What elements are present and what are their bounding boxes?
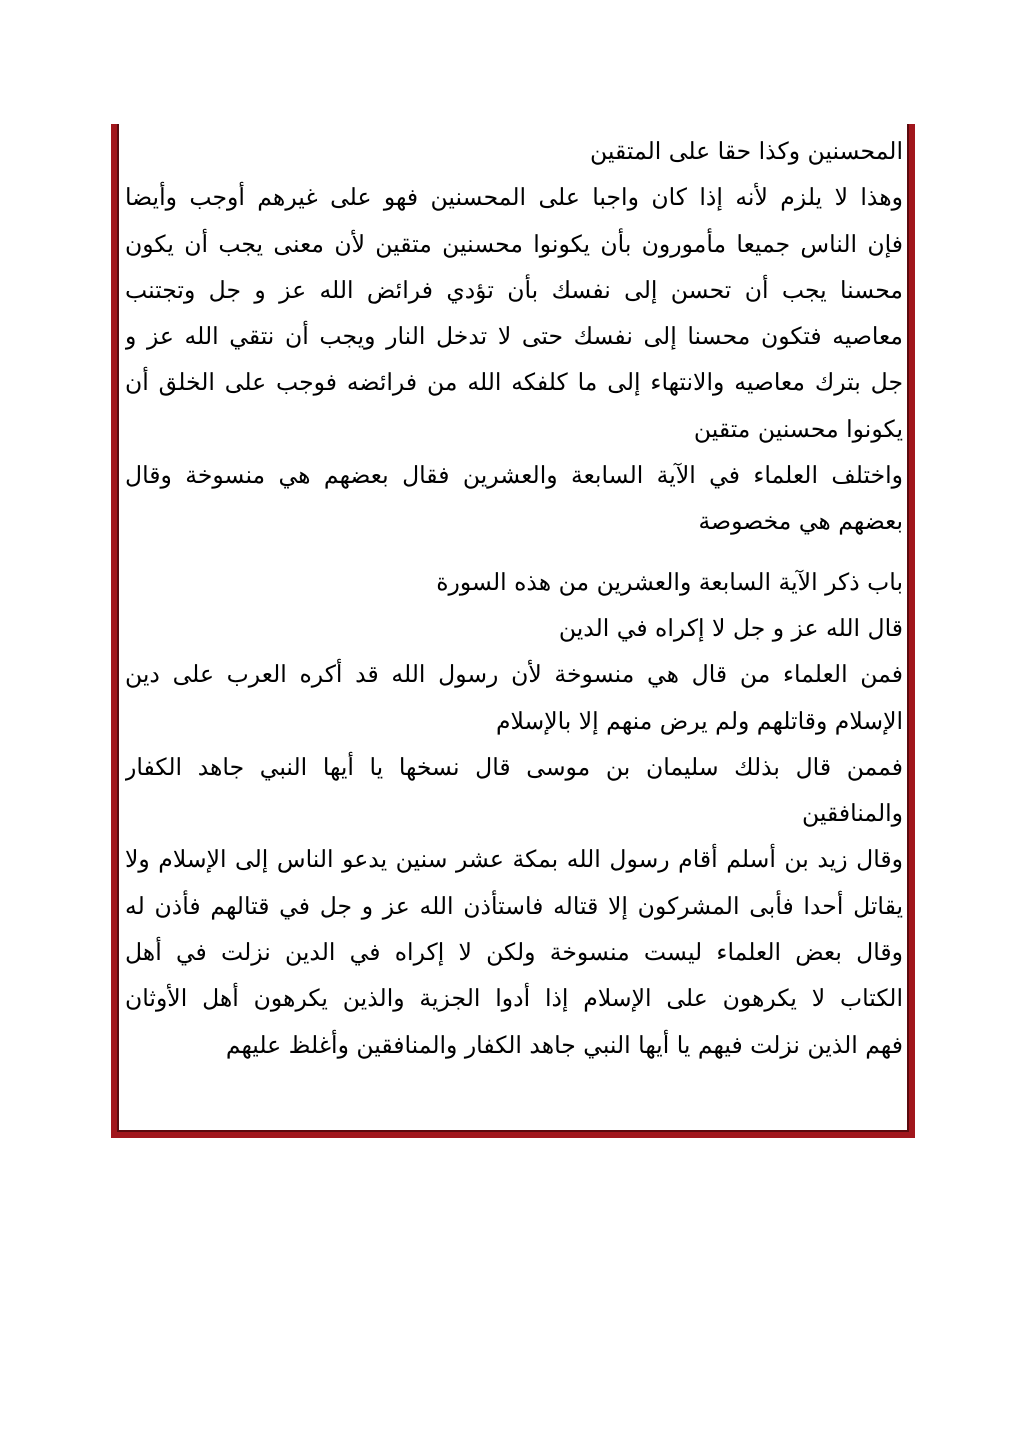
text-line: جل بترك معاصيه والانتهاء إلى ما كلفكه الله من فرائضه فوجب على الخلق أن [125, 368, 903, 397]
paragraph-gap [125, 545, 903, 559]
text-line: محسنا يجب أن تحسن إلى نفسك بأن تؤدي فرائض الله عز و جل وتجتنب [125, 275, 903, 304]
text-line: معاصيه فتكون محسنا إلى نفسك حتى لا تدخل النار ويجب أن نتقي الله عز و [125, 322, 903, 351]
document-body [125, 128, 903, 1068]
text-line: فممن قال بذلك سليمان بن موسى قال نسخها يا أيها النبي جاهد الكفار [125, 752, 903, 781]
section-heading: باب ذكر الآية السابعة والعشرين من هذه السورة [436, 567, 903, 596]
text-line: يقاتل أحدا فأبى المشركون إلا قتاله فاستأذن الله عز و جل في قتالهم فأذن له [125, 891, 903, 920]
text-line: المحسنين وكذا حقا على المتقين [590, 137, 903, 165]
text-line: فهم الذين نزلت فيهم يا أيها النبي جاهد الكفار والمنافقين وأغلظ عليهم [225, 1030, 903, 1059]
text-line: والمنافقين [802, 799, 903, 828]
text-line: يكونوا محسنين متقين [693, 414, 903, 443]
text-line: واختلف العلماء في الآية السابعة والعشرين فقال بعضهم هي منسوخة وقال [125, 461, 903, 490]
text-line: فمن العلماء من قال هي منسوخة لأن رسول الله قد أكره العرب على دين [125, 660, 903, 689]
text-line: وقال بعض العلماء ليست منسوخة ولكن لا إكراه في الدين نزلت في أهل [125, 938, 903, 967]
text-line: بعضهم هي مخصوصة [698, 507, 903, 536]
text-line: الإسلام وقاتلهم ولم يرض منهم إلا بالإسلام [495, 706, 903, 735]
text-line: وهذا لا يلزم لأنه إذا كان واجبا على المحسنين فهو على غيرهم أوجب وأيضا [125, 183, 903, 212]
text-line: الكتاب لا يكرهون على الإسلام إذا أدوا الجزية والذين يكرهون أهل الأوثان [125, 984, 903, 1013]
text-line: قال الله عز و جل لا إكراه في الدين [558, 613, 903, 642]
text-line: فإن الناس جميعا مأمورون بأن يكونوا محسنين متقين لأن معنى يجب أن يكون [125, 229, 903, 258]
text-line: وقال زيد بن أسلم أقام رسول الله بمكة عشر سنين يدعو الناس إلى الإسلام ولا [125, 845, 903, 874]
